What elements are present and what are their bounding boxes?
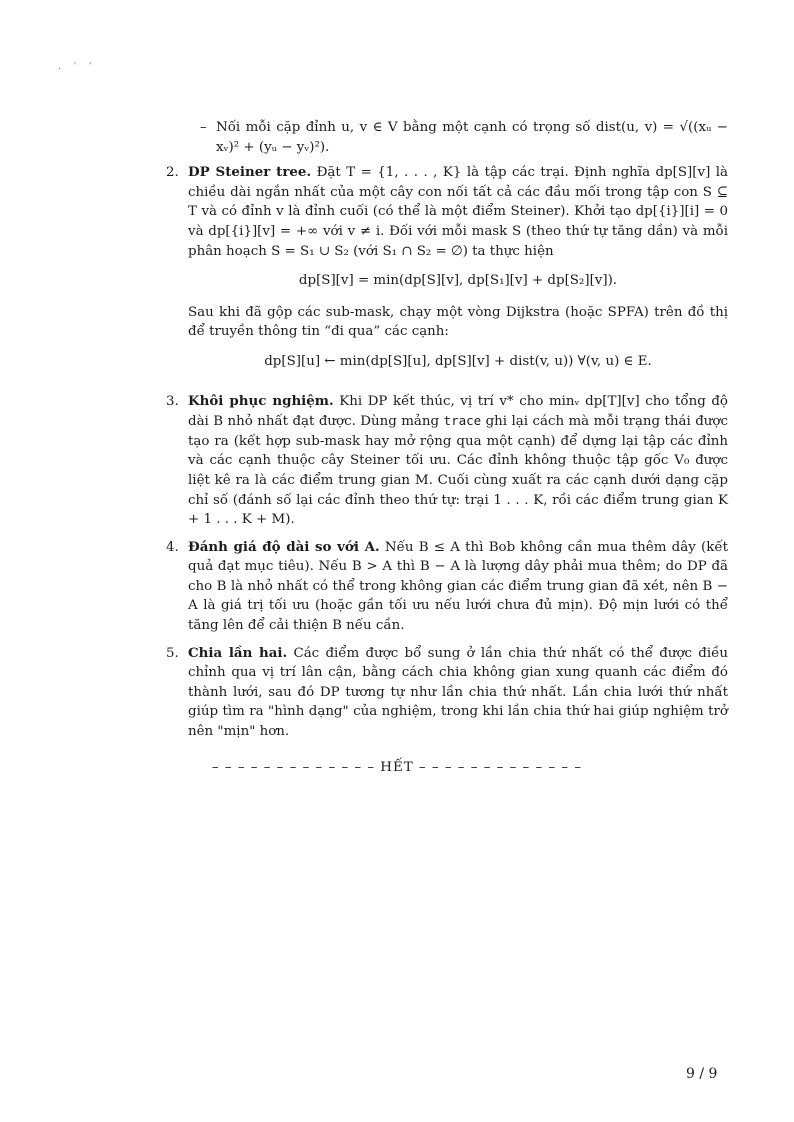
item-text-2: Sau khi đã gộp các sub-mask, chạy một vòng Dijkstra (hoặc SPFA) trên đồ thị để truyền thông tin “đi qua” các cạnh: xyxy=(188,304,728,340)
sub-bullet xyxy=(200,118,728,157)
numbered-list xyxy=(166,163,728,741)
item-heading: Đánh giá độ dài so với A. xyxy=(188,538,380,555)
list-item xyxy=(166,538,728,636)
content-area xyxy=(166,118,728,750)
code-trace: trace xyxy=(443,413,482,429)
list-item xyxy=(166,644,728,742)
item-text: Đặt T = {1, . . . , K} là tập các trại. Định nghĩa dp[S][v] là chiều dài ngắn nhất của một cây con nối tất cả các đầu mối trong tập con S ⊆ T và có đỉnh v là đỉnh cuối (có thể là một điểm Steiner). Khởi tạo dp[{i}][i] = 0 và dp[{i}][v] = +∞ với v ≠ i. Đối với mỗi mask S (theo thứ tự tăng dần) và mỗi phân hoạch S = S₁ ∪ S₂ (với S₁ ∩ S₂ = ∅) ta thực hiện xyxy=(188,165,729,259)
scan-specks: . ' ' xyxy=(58,62,97,72)
list-item xyxy=(166,163,728,383)
page-number: 9 / 9 xyxy=(686,1066,718,1082)
equation-relax: dp[S][u] ← min(dp[S][u], dp[S][v] + dist(v, u)) ∀(v, u) ∈ E. xyxy=(264,353,652,369)
end-marker: – – – – – – – – – – – – – HẾT – – – – – – – – – – – – – xyxy=(211,760,583,775)
item-number: 3. xyxy=(166,393,179,409)
bullet-dash: – xyxy=(200,120,207,135)
item-text: Nếu B ≤ A thì Bob không cần mua thêm dây (kết quả đạt mục tiêu). Nếu B > A thì B − A là lượng dây phải mua thêm; do DP đã cho B là nhỏ nhất có thể trong không gian các điểm trung gian đã xét, nên B − A là giá trị tối ưu (hoặc gần tối ưu nếu lưới chưa đủ mịn). Độ mịn lưới có thể tăng lên để cải thiện B nếu cần. xyxy=(188,539,728,634)
item-number: 2. xyxy=(166,165,179,181)
item-heading: Chia lần hai. xyxy=(188,644,288,661)
item-text-b: ghi lại cách mà mỗi trạng thái được tạo ra (kết hợp sub-mask hay mở rộng qua một cạnh) để dựng lại tập các đỉnh và các cạnh thuộc cây Steiner tối ưu. Các đỉnh không thuộc tập gốc V₀ được liệt kê ra là các điểm trung gian M. Cuối cùng xuất ra các cạnh dưới dạng cặp chỉ số (đánh số lại các đỉnh theo thứ tự: trại 1 . . . K, rồi các điểm trung gian K + 1 . . . K + M). xyxy=(188,414,728,528)
item-heading: Khôi phục nghiệm. xyxy=(188,392,334,409)
item-number: 4. xyxy=(166,539,179,555)
item-heading: DP Steiner tree. xyxy=(188,164,312,181)
list-item xyxy=(166,392,728,530)
item-text: Các điểm được bổ sung ở lần chia thứ nhất có thể được điều chỉnh qua vị trí lân cận, bằng cách chia không gian xung quanh các điểm đó thành lưới, sau đó DP tương tự như lần chia thứ nhất. Lần chia lưới thứ nhất giúp tìm ra "hình dạng" của nghiệm, trong khi lần chia thứ hai giúp nghiệm trở nên "mịn" hơn. xyxy=(188,645,728,740)
equation-merge: dp[S][v] = min(dp[S][v], dp[S₁][v] + dp[S₂][v]). xyxy=(298,273,618,289)
item-number: 5. xyxy=(166,645,179,661)
bullet-text: Nối mỗi cặp đỉnh u, v ∈ V bằng một cạnh có trọng số dist(u, v) = √((xᵤ − xᵥ)² + (yᵤ − yᵥ)²). xyxy=(216,120,728,155)
item-text: Khi DP kết thúc, vị trí v* cho minᵥ dp[T][v] cho tổng độ dài B nhỏ nhất đạt được. Dùng mảng xyxy=(188,393,728,430)
